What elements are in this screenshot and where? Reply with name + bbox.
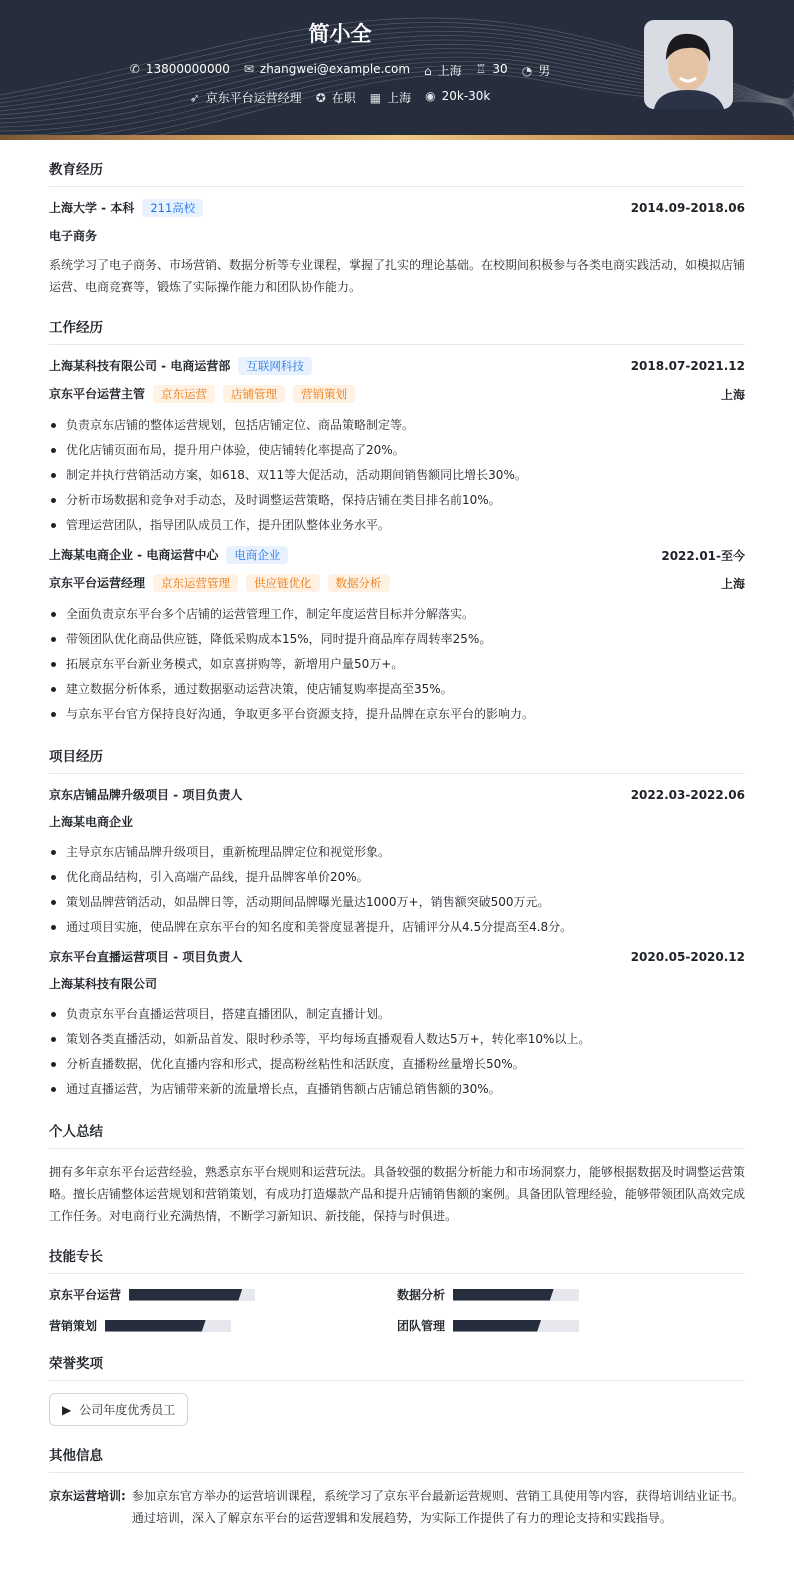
job-city: 上海 [720, 576, 745, 591]
job-entry [49, 357, 745, 538]
skill-bar [105, 1320, 231, 1332]
skill-tag: 供应链优化 [246, 574, 320, 592]
project-entry [49, 786, 745, 940]
project-org: 上海某电商企业 [49, 815, 134, 829]
section-title: 项目经历 [49, 745, 745, 774]
skill-bar-fill [453, 1289, 554, 1301]
skill-item [397, 1317, 745, 1334]
avatar [644, 20, 733, 109]
list-item: 管理运营团队，指导团队成员工作，提升团队整体业务水平。 [49, 513, 745, 538]
section-title: 教育经历 [49, 158, 745, 187]
section-title: 技能专长 [49, 1245, 745, 1274]
list-item: 与京东平台官方保持良好沟通，争取更多平台资源支持，提升品牌在京东平台的影响力。 [49, 702, 745, 727]
date: 2018.07-2021.12 [630, 359, 745, 373]
list-item: 负责京东平台直播运营项目，搭建直播团队，制定直播计划。 [49, 1002, 745, 1027]
list-item: 带领团队优化商品供应链，降低采购成本15%，同时提升商品库存周转率25%。 [49, 627, 745, 652]
play-icon: ▶ [62, 1402, 72, 1417]
contact-row [0, 62, 680, 79]
skill-bar [453, 1289, 579, 1301]
phone: 13800000000 [145, 62, 230, 76]
gender-icon: ◔ [521, 64, 533, 78]
list-item: 通过直播运营，为店铺带来新的流量增长点，直播销售额占店铺总销售额的30%。 [49, 1077, 745, 1102]
skill-tag: 店铺管理 [223, 385, 285, 403]
list-item: 分析直播数据，优化直播内容和形式，提高粉丝粘性和活跃度，直播粉丝量增长50%。 [49, 1052, 745, 1077]
section-title: 荣誉奖项 [49, 1352, 745, 1381]
list-item: 制定并执行营销活动方案，如618、双11等大促活动，活动期间销售额同比增长30%。 [49, 463, 745, 488]
skill-tag: 京东运营管理 [153, 574, 238, 592]
skill-bar [129, 1289, 255, 1301]
skill-name: 营销策划 [49, 1319, 98, 1333]
gender: 男 [538, 64, 551, 78]
section-title: 其他信息 [49, 1444, 745, 1473]
skill-bar-fill [453, 1320, 541, 1332]
role: 京东平台运营主管 [49, 387, 146, 401]
industry-tag: 互联网科技 [238, 357, 312, 375]
summary-text: 拥有多年京东平台运营经验，熟悉京东平台规则和运营玩法。具备较强的数据分析能力和市场洞察力，能够根据数据及时调整运营策略。擅长店铺整体运营规划和营销策划，有成功打造爆款产品和提升店铺销售额的案例。具备团队管理经验，能够带领团队高效完成工作任务。对电商行业充满热情，不断学习新知识、新技能，保持与时俱进。 [49, 1165, 746, 1223]
job-intent-row [0, 89, 680, 106]
skill-bar [453, 1320, 579, 1332]
company: 上海某电商企业 - 电商运营中心 [49, 548, 219, 562]
list-item: 策划各类直播活动，如新品首发、限时秒杀等，平均每场直播观看人数达5万+，转化率10%以上。 [49, 1027, 745, 1052]
other-section [49, 1444, 745, 1529]
list-item: 策划品牌营销活动，如品牌日等，活动期间品牌曝光量达1000万+，销售额突破500万元。 [49, 890, 745, 915]
project-name: 京东平台直播运营项目 - 项目负责人 [49, 950, 243, 964]
other-label: 京东运营培训: [49, 1489, 126, 1503]
age: 30 [492, 62, 508, 76]
work-city: 上海 [387, 91, 412, 105]
award-label: 公司年度优秀员工 [79, 1403, 176, 1417]
gold-accent-bar [0, 135, 794, 140]
other-text: 参加京东官方举办的运营培训课程，系统学习了京东平台最新运营规则、营销工具使用等内容，获得培训结业证书。通过培训，深入了解京东平台的运营逻辑和发展趋势，为实际工作提供了有力的理论支持和实践指导。 [131, 1489, 744, 1525]
school-tag: 211高校 [142, 199, 203, 217]
building-icon: ▦ [369, 91, 382, 105]
date: 2022.03-2022.06 [630, 787, 745, 802]
skill-name: 京东平台运营 [49, 1288, 122, 1302]
position: 京东平台运营经理 [205, 91, 302, 105]
skills-section [49, 1245, 745, 1334]
company: 上海某科技有限公司 - 电商运营部 [49, 359, 231, 373]
education-desc: 系统学习了电子商务、市场营销、数据分析等专业课程，掌握了扎实的理论基础。在校期间积极参与各类电商实践活动，如模拟店铺运营、电商竞赛等，锻炼了实际操作能力和团队协作能力。 [49, 258, 746, 294]
list-item: 优化商品结构，引入高端产品线，提升品牌客单价20%。 [49, 865, 745, 890]
date: 2022.01-至今 [661, 548, 745, 563]
job-city: 上海 [720, 387, 745, 402]
skill-tag: 营销策划 [293, 385, 355, 403]
list-item: 分析市场数据和竞争对手动态，及时调整运营策略，保持店铺在类目排名前10%。 [49, 488, 745, 513]
summary-section [49, 1120, 745, 1227]
work-section [49, 316, 745, 727]
awards-section [49, 1352, 745, 1426]
skill-item [49, 1286, 397, 1303]
mail-icon: ✉ [243, 62, 254, 76]
phone-icon: ✆ [129, 62, 140, 76]
resume-header [0, 0, 794, 140]
status: 在职 [331, 91, 356, 105]
salary-icon: ◉ [425, 89, 436, 103]
city: 上海 [437, 64, 462, 78]
school: 上海大学 - 本科 [49, 201, 135, 215]
project-org: 上海某科技有限公司 [49, 977, 158, 991]
skill-name: 团队管理 [397, 1319, 446, 1333]
skill-name: 数据分析 [397, 1288, 446, 1302]
list-item: 负责京东店铺的整体运营规划，包括店铺定位、商品策略制定等。 [49, 413, 745, 438]
list-item: 通过项目实施，使品牌在京东平台的知名度和美誉度显著提升，店铺评分从4.5分提高至4.8分。 [49, 915, 745, 940]
project-name: 京东店铺品牌升级项目 - 项目负责人 [49, 788, 243, 802]
list-item: 主导京东店铺品牌升级项目，重新梳理品牌定位和视觉形象。 [49, 840, 745, 865]
list-item: 拓展京东平台新业务模式，如京喜拼购等，新增用户量50万+。 [49, 652, 745, 677]
status-icon: ✪ [315, 91, 326, 105]
industry-tag: 电商企业 [226, 546, 288, 564]
award-item[interactable] [49, 1393, 188, 1426]
email: zhangwei@example.com [259, 62, 411, 76]
skill-bar-fill [105, 1320, 206, 1332]
list-item: 全面负责京东平台多个店铺的运营管理工作，制定年度运营目标并分解落实。 [49, 602, 745, 627]
cake-icon: ♖ [475, 62, 487, 76]
skill-tag: 数据分析 [328, 574, 390, 592]
salary: 20k-30k [441, 89, 491, 103]
section-title: 个人总结 [49, 1120, 745, 1149]
skill-item [397, 1286, 745, 1303]
date: 2020.05-2020.12 [630, 949, 745, 964]
major: 电子商务 [49, 229, 98, 243]
skill-item [49, 1317, 397, 1334]
date: 2014.09-2018.06 [630, 201, 745, 215]
send-icon: ➶ [189, 91, 200, 105]
job-entry [49, 546, 745, 727]
skill-bar-fill [129, 1289, 242, 1301]
role: 京东平台运营经理 [49, 576, 146, 590]
projects-section [49, 745, 745, 1102]
candidate-name: 简小全 [308, 22, 372, 46]
section-title: 工作经历 [49, 316, 745, 345]
list-item: 优化店铺页面布局，提升用户体验，使店铺转化率提高了20%。 [49, 438, 745, 463]
list-item: 建立数据分析体系，通过数据驱动运营决策，使店铺复购率提高至35%。 [49, 677, 745, 702]
home-icon: ⌂ [424, 64, 432, 78]
project-entry [49, 948, 745, 1102]
education-section [49, 158, 745, 298]
skill-tag: 京东运营 [153, 385, 215, 403]
